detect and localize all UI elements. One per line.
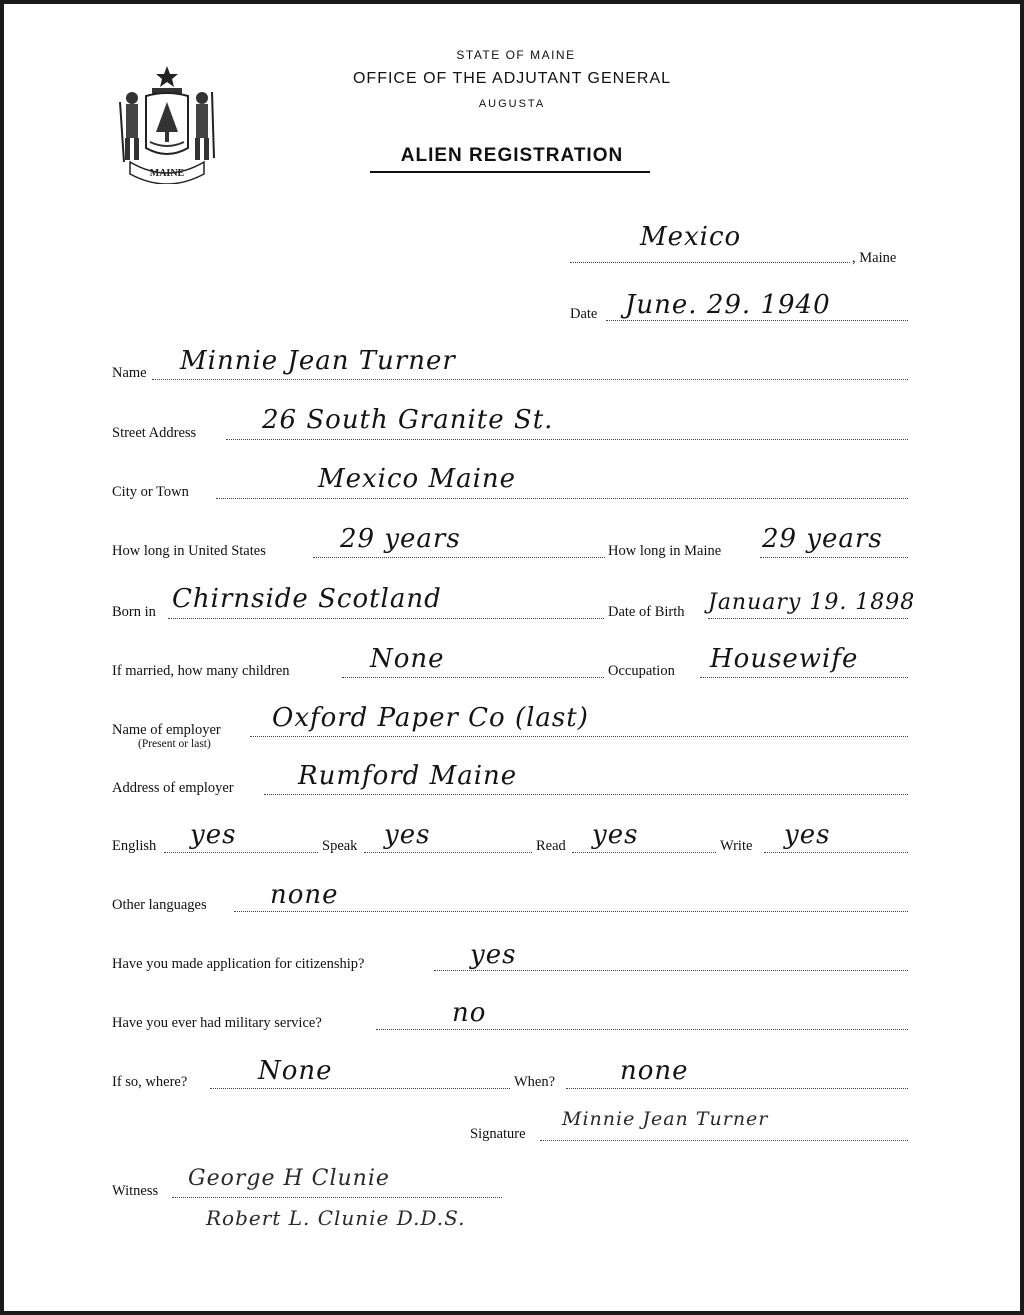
header-state: STATE OF MAINE: [456, 48, 576, 62]
svg-text:MAINE: MAINE: [149, 168, 185, 179]
how-long-us-label: How long in United States: [112, 543, 266, 559]
employer-value: Oxford Paper Co (last): [272, 703, 589, 733]
military-label: Have you ever had military service?: [112, 1015, 322, 1031]
header-office: OFFICE OF THE ADJUTANT GENERAL: [352, 70, 672, 87]
witness-field: [172, 1197, 502, 1198]
how-long-us-field: [313, 557, 605, 558]
occupation-label: Occupation: [608, 663, 675, 679]
place-field: [570, 262, 850, 263]
read-label: Read: [536, 838, 566, 854]
date-field: [606, 320, 908, 321]
citizenship-value: yes: [470, 940, 517, 970]
speak-value: yes: [384, 820, 431, 850]
citizenship-field: [434, 970, 908, 971]
date-label: Date: [570, 306, 598, 322]
street-value: 26 South Granite St.: [262, 405, 554, 435]
form-title: ALIEN REGISTRATION: [400, 145, 624, 166]
children-field: [342, 677, 604, 678]
employer-address-field: [264, 794, 908, 795]
how-long-us-value: 29 years: [340, 524, 461, 554]
where-value: None: [258, 1056, 333, 1086]
when-field: [566, 1088, 908, 1089]
signature-label: Signature: [470, 1126, 526, 1142]
speak-label: Speak: [322, 838, 358, 854]
other-languages-label: Other languages: [112, 897, 207, 913]
dob-label: Date of Birth: [608, 604, 685, 620]
name-field: [152, 379, 908, 380]
city-value: Mexico Maine: [318, 464, 517, 494]
english-label: English: [112, 838, 157, 854]
occupation-value: Housewife: [710, 644, 859, 674]
born-in-value: Chirnside Scotland: [172, 584, 442, 614]
how-long-maine-field: [760, 557, 908, 558]
name-label: Name: [112, 365, 147, 381]
header-city: AUGUSTA: [478, 98, 546, 110]
where-field: [210, 1088, 510, 1089]
children-label: If married, how many children: [112, 663, 290, 679]
born-in-label: Born in: [112, 604, 156, 620]
city-field: [216, 498, 908, 499]
other-languages-value: none: [270, 880, 339, 910]
citizenship-label: Have you made application for citizenship?: [112, 956, 365, 972]
born-in-field: [168, 618, 604, 619]
how-long-maine-label: How long in Maine: [608, 543, 722, 559]
how-long-maine-value: 29 years: [762, 524, 883, 554]
witness-2-value: Robert L. Clunie D.D.S.: [206, 1206, 466, 1230]
children-value: None: [370, 644, 445, 674]
witness-label: Witness: [112, 1183, 159, 1199]
write-field: [764, 852, 908, 853]
english-value: yes: [190, 820, 237, 850]
occupation-field: [700, 677, 908, 678]
write-value: yes: [784, 820, 831, 850]
street-field: [226, 439, 908, 440]
other-languages-field: [234, 911, 908, 912]
military-field: [376, 1029, 908, 1030]
street-label: Street Address: [112, 425, 197, 441]
dob-value: January 19. 1898: [708, 590, 916, 615]
english-field: [164, 852, 318, 853]
maine-suffix: , Maine: [852, 250, 897, 266]
city-label: City or Town: [112, 484, 189, 500]
when-label: When?: [514, 1074, 556, 1090]
employer-sublabel: (Present or last): [138, 738, 211, 750]
write-label: Write: [720, 838, 753, 854]
form-page: [4, 4, 1020, 1311]
where-label: If so, where?: [112, 1074, 188, 1090]
when-value: none: [620, 1056, 689, 1086]
witness-1-value: George H Clunie: [188, 1166, 390, 1191]
employer-address-label: Address of employer: [112, 780, 234, 796]
dob-field: [708, 618, 908, 619]
signature-value: Minnie Jean Turner: [562, 1108, 769, 1130]
name-value: Minnie Jean Turner: [180, 346, 456, 376]
signature-field: [540, 1140, 908, 1141]
employer-field: [250, 736, 908, 737]
military-value: no: [452, 998, 487, 1028]
employer-label: Name of employer: [112, 722, 221, 738]
place-value: Mexico: [640, 222, 742, 252]
read-field: [572, 852, 716, 853]
employer-address-value: Rumford Maine: [298, 761, 518, 791]
title-underline: [370, 171, 650, 173]
speak-field: [364, 852, 532, 853]
read-value: yes: [592, 820, 639, 850]
date-value: June. 29. 1940: [625, 290, 831, 320]
